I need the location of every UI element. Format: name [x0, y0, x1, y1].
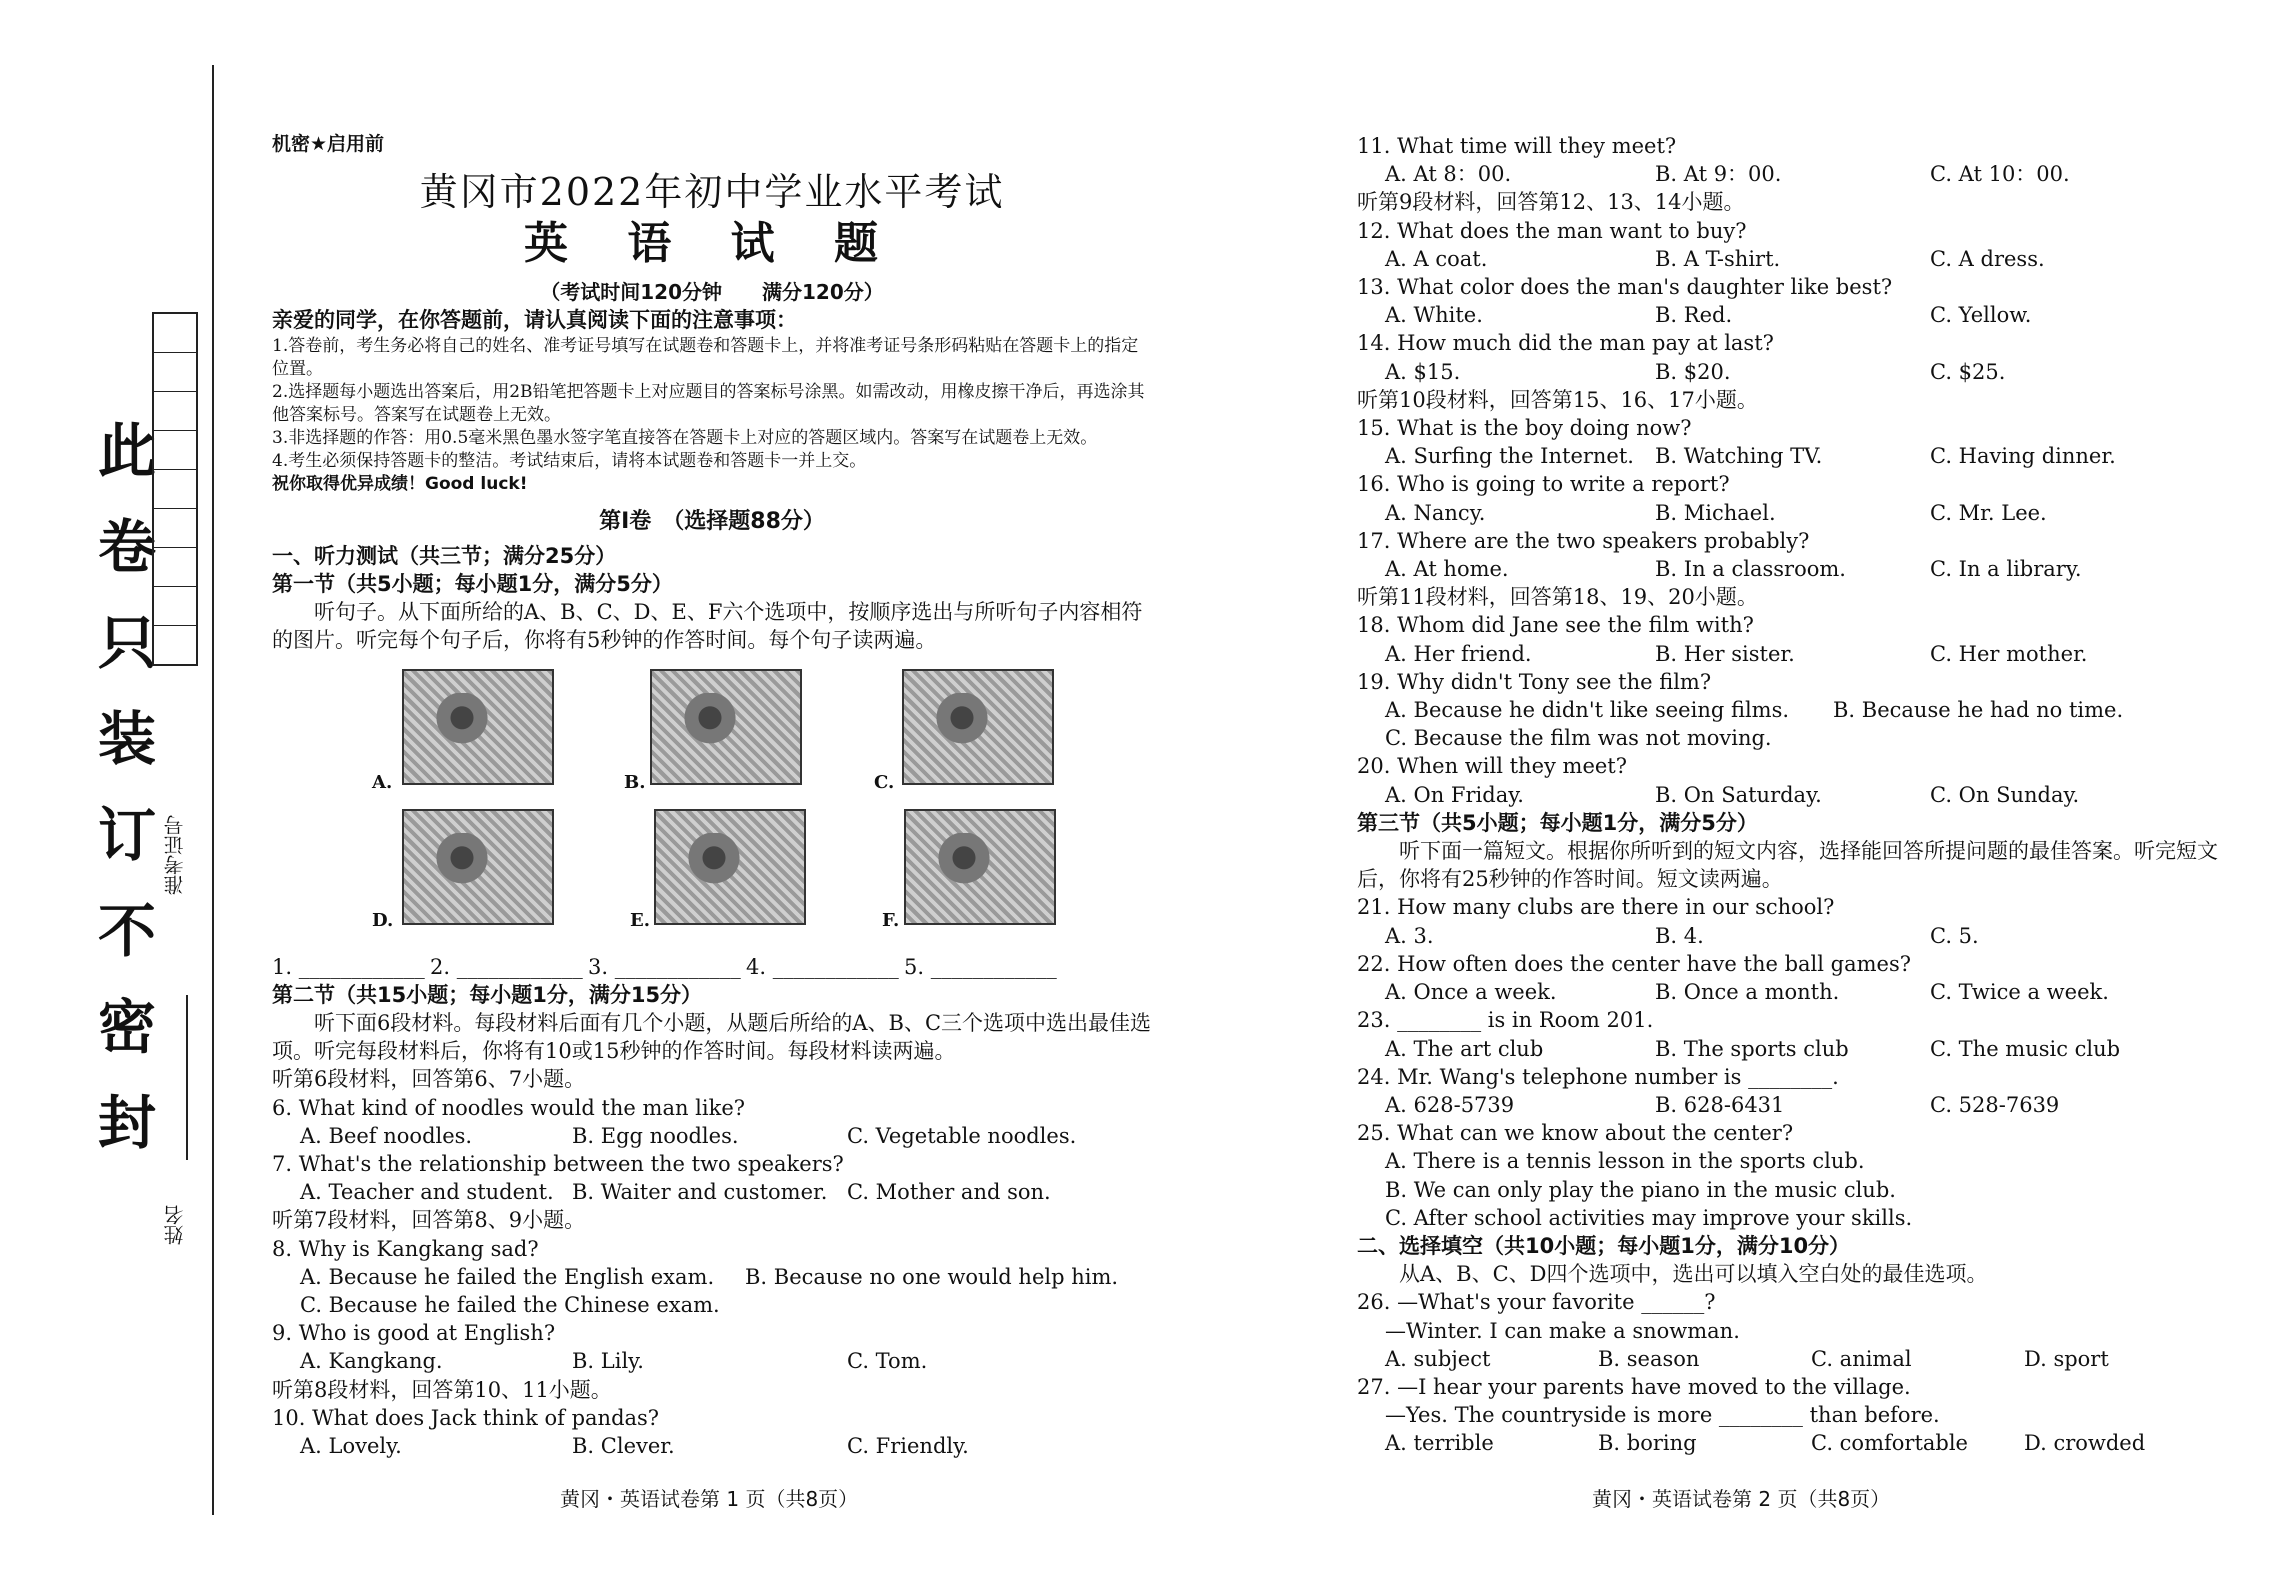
notice-2: 2.选择题每小题选出答案后，用2B铅笔把答题卡上对应题目的答案标号涂黑。如需改动，用橡皮擦干净后，再选涂其他答案标号。答案写在试题卷上无效。 — [272, 381, 1145, 425]
question-17-options — [1357, 555, 2237, 583]
option-b: B. In a classroom. — [1655, 557, 1846, 582]
option-b: B. Lily. — [572, 1349, 644, 1374]
option-b: B. 4. — [1655, 923, 1704, 948]
option-b: B. Michael. — [1655, 500, 1776, 525]
option-a: A. subject — [1385, 1346, 1491, 1371]
question-9: 9. Who is good at English? — [272, 1321, 556, 1346]
option-c: C. animal — [1811, 1346, 1912, 1371]
question-23-options — [1357, 1035, 2237, 1063]
question-15: 15. What is the boy doing now? — [1357, 416, 1692, 441]
material-10: 听第10段材料，回答第15、16、17小题。 — [1357, 387, 1758, 412]
question-25-option-b — [1357, 1176, 2237, 1204]
option-c: C. The music club — [1930, 1036, 2121, 1061]
option-a: A. There is a tennis lesson in the sports club. — [1385, 1149, 1865, 1174]
option-a: A. Because he failed the English exam. — [300, 1264, 715, 1289]
option-b: B. Watching TV. — [1655, 444, 1823, 469]
question-14-options — [1357, 358, 2237, 386]
option-c: C. Tom. — [847, 1349, 928, 1374]
option-a: A. Once a week. — [1385, 980, 1557, 1005]
option-a: A. On Friday. — [1385, 782, 1524, 807]
question-7: 7. What's the relationship between the two speakers? — [272, 1152, 844, 1177]
pic-label-e: E. — [630, 909, 650, 931]
option-a: A. 3. — [1385, 923, 1434, 948]
option-b: B. We can only play the piano in the music club. — [1385, 1177, 1896, 1202]
option-a: A. $15. — [1385, 359, 1461, 384]
pic-label-f: F. — [882, 909, 900, 931]
option-c: C. A dress. — [1930, 246, 2045, 271]
question-13-options — [1357, 301, 2237, 329]
material-11: 听第11段材料，回答第18、19、20小题。 — [1357, 585, 1758, 610]
option-c: C. $25. — [1930, 359, 2006, 384]
section2-instructions: 听下面6段材料。每段材料后面有几个小题，从题后所给的A、B、C三个选项中选出最佳选项。听完每段材料后，你将有10或15秒钟的作答时间。每段材料读两遍。 — [272, 1011, 1152, 1064]
option-b: B. A T-shirt. — [1655, 246, 1781, 271]
question-25: 25. What can we know about the center? — [1357, 1121, 1794, 1146]
question-18: 18. Whom did Jane see the film with? — [1357, 613, 1754, 638]
option-b: B. Because no one would help him. — [745, 1264, 1119, 1289]
question-19-options-ab — [1357, 696, 2237, 724]
option-c: C. Having dinner. — [1930, 444, 2116, 469]
material-8: 听第8段材料，回答第10、11小题。 — [272, 1377, 612, 1402]
option-a: A. Her friend. — [1385, 641, 1532, 666]
option-b: B. On Saturday. — [1655, 782, 1822, 807]
question-23: 23. ________ is in Room 201. — [1357, 1008, 1654, 1033]
option-a: A. 628-5739 — [1385, 1092, 1515, 1117]
listening-title: 一、听力测试（共三节；满分25分） — [272, 543, 617, 568]
question-27: 27. —I hear your parents have moved to the village. — [1357, 1374, 1911, 1399]
material-7: 听第7段材料，回答第8、9小题。 — [272, 1208, 586, 1233]
subject-title: 英 语 试 题 — [524, 218, 900, 270]
exam-id-boxes[interactable] — [152, 312, 198, 666]
option-b: B. boring — [1598, 1431, 1697, 1456]
question-6-options — [272, 1122, 1152, 1150]
question-19-options-c — [1357, 724, 2237, 752]
option-a: A. A coat. — [1385, 246, 1488, 271]
question-27-options — [1357, 1429, 2237, 1457]
question-19: 19. Why didn't Tony see the film? — [1357, 669, 1712, 694]
question-16-options — [1357, 499, 2237, 527]
option-b: B. The sports club — [1655, 1036, 1849, 1061]
question-9-options — [272, 1347, 1152, 1375]
question-11-options — [1357, 160, 2237, 188]
option-c: C. Her mother. — [1930, 641, 2088, 666]
name-underline — [186, 995, 188, 1160]
option-c: C. After school activities may improve your skills. — [1385, 1205, 1913, 1230]
answer-blanks — [272, 953, 1152, 981]
question-22: 22. How often does the center have the ball games? — [1357, 951, 1911, 976]
question-25-option-c — [1357, 1204, 2237, 1232]
question-26-options — [1357, 1345, 2237, 1373]
question-12-options — [1357, 245, 2237, 273]
option-a: A. terrible — [1385, 1431, 1494, 1456]
option-a: A. At home. — [1385, 557, 1509, 582]
cloze-instructions: 从A、B、C、D四个选项中，选出可以填入空白处的最佳选项。 — [1399, 1262, 1988, 1287]
question-26: 26. —What's your favorite ______? — [1357, 1290, 1716, 1315]
question-25-option-a — [1357, 1147, 2237, 1175]
option-a: A. Surfing the Internet. — [1385, 444, 1634, 469]
option-b: B. Clever. — [572, 1434, 675, 1459]
option-a: A. Because he didn't like seeing films. — [1385, 698, 1790, 723]
question-20: 20. When will they meet? — [1357, 754, 1628, 779]
question-24-options — [1357, 1091, 2237, 1119]
option-c: C. Friendly. — [847, 1434, 969, 1459]
option-d: D. sport — [2024, 1346, 2109, 1371]
notice-4: 4.考生必须保持答题卡的整洁。考试结束后，请将本试题卷和答题卡一并上交。 — [272, 450, 867, 471]
exam-id-label: 准考证号 — [163, 815, 187, 895]
material-6: 听第6段材料，回答第6、7小题。 — [272, 1067, 586, 1092]
blank-4[interactable]: 4. ____________ — [746, 954, 899, 979]
name-label: 姓名 — [163, 1205, 187, 1245]
option-b: B. Egg noodles. — [572, 1123, 739, 1148]
question-6: 6. What kind of noodles would the man like? — [272, 1095, 746, 1120]
option-b: B. Red. — [1655, 303, 1733, 328]
option-b: B. season — [1598, 1346, 1700, 1371]
page-2 — [1357, 132, 2237, 1458]
option-c: C. Vegetable noodles. — [847, 1123, 1077, 1148]
option-c: C. 528-7639 — [1930, 1092, 2060, 1117]
question-27-reply: —Yes. The countryside is more ________ than before. — [1385, 1403, 1940, 1428]
picture-d — [402, 809, 554, 925]
option-c: C. Mother and son. — [847, 1180, 1051, 1205]
question-14: 14. How much did the man pay at last? — [1357, 331, 1774, 356]
question-13: 13. What color does the man's daughter like best? — [1357, 275, 1893, 300]
page-1-footer: 黄冈・英语试卷第 1 页（共8页） — [560, 1487, 859, 1511]
option-b: B. Waiter and customer. — [572, 1180, 828, 1205]
section3-instructions: 听下面一篇短文。根据你所听到的短文内容，选择能回答所提问题的最佳答案。听完短文后，你将有25秒钟的作答时间。短文读两遍。 — [1357, 839, 2218, 892]
option-c: C. Twice a week. — [1930, 980, 2109, 1005]
section3-title: 第三节（共5小题；每小题1分，满分5分） — [1357, 810, 1758, 835]
question-8-options-c — [272, 1291, 1152, 1319]
option-c: C. Because he failed the Chinese exam. — [300, 1293, 720, 1318]
option-b: B. Because he had no time. — [1833, 698, 2124, 723]
notice-title: 亲爱的同学，在你答题前，请认真阅读下面的注意事项： — [272, 308, 797, 333]
picture-c — [902, 669, 1054, 785]
option-a: A. Teacher and student. — [300, 1180, 554, 1205]
picture-f — [904, 809, 1056, 925]
question-24: 24. Mr. Wang's telephone number is ________. — [1357, 1064, 1839, 1089]
picture-b — [650, 669, 802, 785]
pic-label-d: D. — [372, 909, 394, 931]
picture-e — [654, 809, 806, 925]
question-20-options — [1357, 781, 2237, 809]
blank-3[interactable]: 3. ____________ — [588, 954, 741, 979]
good-luck: 祝你取得优异成绩！Good luck! — [272, 473, 528, 494]
question-10-options — [272, 1432, 1152, 1460]
picture-options — [272, 669, 1152, 949]
option-b: B. At 9：00. — [1655, 162, 1782, 187]
option-c: C. At 10：00. — [1930, 162, 2070, 187]
part1-title: 第Ⅰ卷 （选择题88分） — [599, 508, 825, 534]
page-1 — [272, 130, 1152, 1460]
option-a: A. Kangkang. — [300, 1349, 443, 1374]
question-10: 10. What does Jack think of pandas? — [272, 1405, 660, 1430]
material-9: 听第9段材料，回答第12、13、14小题。 — [1357, 190, 1745, 215]
question-22-options — [1357, 978, 2237, 1006]
picture-a — [402, 669, 554, 785]
option-b: B. $20. — [1655, 359, 1731, 384]
option-c: C. Yellow. — [1930, 303, 2032, 328]
option-c: C. 5. — [1930, 923, 1979, 948]
question-7-options — [272, 1178, 1152, 1206]
question-8-options-ab — [272, 1263, 1152, 1291]
option-c: C. comfortable — [1811, 1431, 1968, 1456]
question-17: 17. Where are the two speakers probably? — [1357, 528, 1810, 553]
option-d: D. crowded — [2024, 1431, 2146, 1456]
option-a: A. Nancy. — [1385, 500, 1486, 525]
option-b: B. Her sister. — [1655, 641, 1795, 666]
exam-title: 黄冈市2022年初中学业水平考试 — [419, 170, 1005, 215]
section1-title: 第一节（共5小题；每小题1分，满分5分） — [272, 572, 673, 597]
confidential-mark: 机密★启用前 — [272, 133, 385, 155]
pic-label-b: B. — [624, 771, 646, 793]
option-c: C. Mr. Lee. — [1930, 500, 2047, 525]
question-16: 16. Who is going to write a report? — [1357, 472, 1730, 497]
option-c: C. In a library. — [1930, 557, 2082, 582]
option-a: A. Beef noodles. — [300, 1123, 473, 1148]
option-b: B. Once a month. — [1655, 980, 1840, 1005]
question-21-options — [1357, 922, 2237, 950]
option-a: A. White. — [1385, 303, 1483, 328]
option-b: B. 628-6431 — [1655, 1092, 1785, 1117]
blank-5[interactable]: 5. ____________ — [904, 954, 1057, 979]
blank-1[interactable]: 1. ____________ — [272, 954, 425, 979]
section1-instructions: 听句子。从下面所给的A、B、C、D、E、F六个选项中，按顺序选出与所听句子内容相符的图片。听完每个句子后，你将有5秒钟的作答时间。每个句子读两遍。 — [272, 600, 1143, 653]
seal-warning-text: 此卷只装订不密封 — [88, 420, 156, 1188]
question-18-options — [1357, 640, 2237, 668]
option-a: A. The art club — [1385, 1036, 1544, 1061]
cloze-title: 二、选择填空（共10小题；每小题1分，满分10分） — [1357, 1233, 1851, 1258]
question-26-reply: —Winter. I can make a snowman. — [1385, 1318, 1740, 1343]
blank-2[interactable]: 2. ____________ — [430, 954, 583, 979]
question-21: 21. How many clubs are there in our school? — [1357, 895, 1835, 920]
option-c: C. On Sunday. — [1930, 782, 2080, 807]
option-a: A. Lovely. — [300, 1434, 402, 1459]
page-2-footer: 黄冈・英语试卷第 2 页（共8页） — [1592, 1487, 1891, 1511]
question-8: 8. Why is Kangkang sad? — [272, 1236, 539, 1261]
pic-label-c: C. — [874, 771, 895, 793]
option-c: C. Because the film was not moving. — [1385, 726, 1772, 751]
question-12: 12. What does the man want to buy? — [1357, 218, 1747, 243]
section2-title: 第二节（共15小题；每小题1分，满分15分） — [272, 982, 703, 1007]
question-11: 11. What time will they meet? — [1357, 134, 1677, 158]
time-info: （考试时间120分钟 满分120分） — [540, 280, 884, 305]
notice-1: 1.答卷前，考生务必将自己的姓名、准考证号填写在试题卷和答题卡上，并将准考证号条形码粘贴在答题卡上的指定位置。 — [272, 335, 1139, 379]
binding-line — [212, 65, 214, 1515]
question-15-options — [1357, 442, 2237, 470]
pic-label-a: A. — [372, 771, 393, 793]
notice-3: 3.非选择题的作答：用0.5毫米黑色墨水签字笔直接答在答题卡上对应的答题区域内。答案写在试题卷上无效。 — [272, 427, 1098, 448]
option-a: A. At 8：00. — [1385, 162, 1512, 187]
